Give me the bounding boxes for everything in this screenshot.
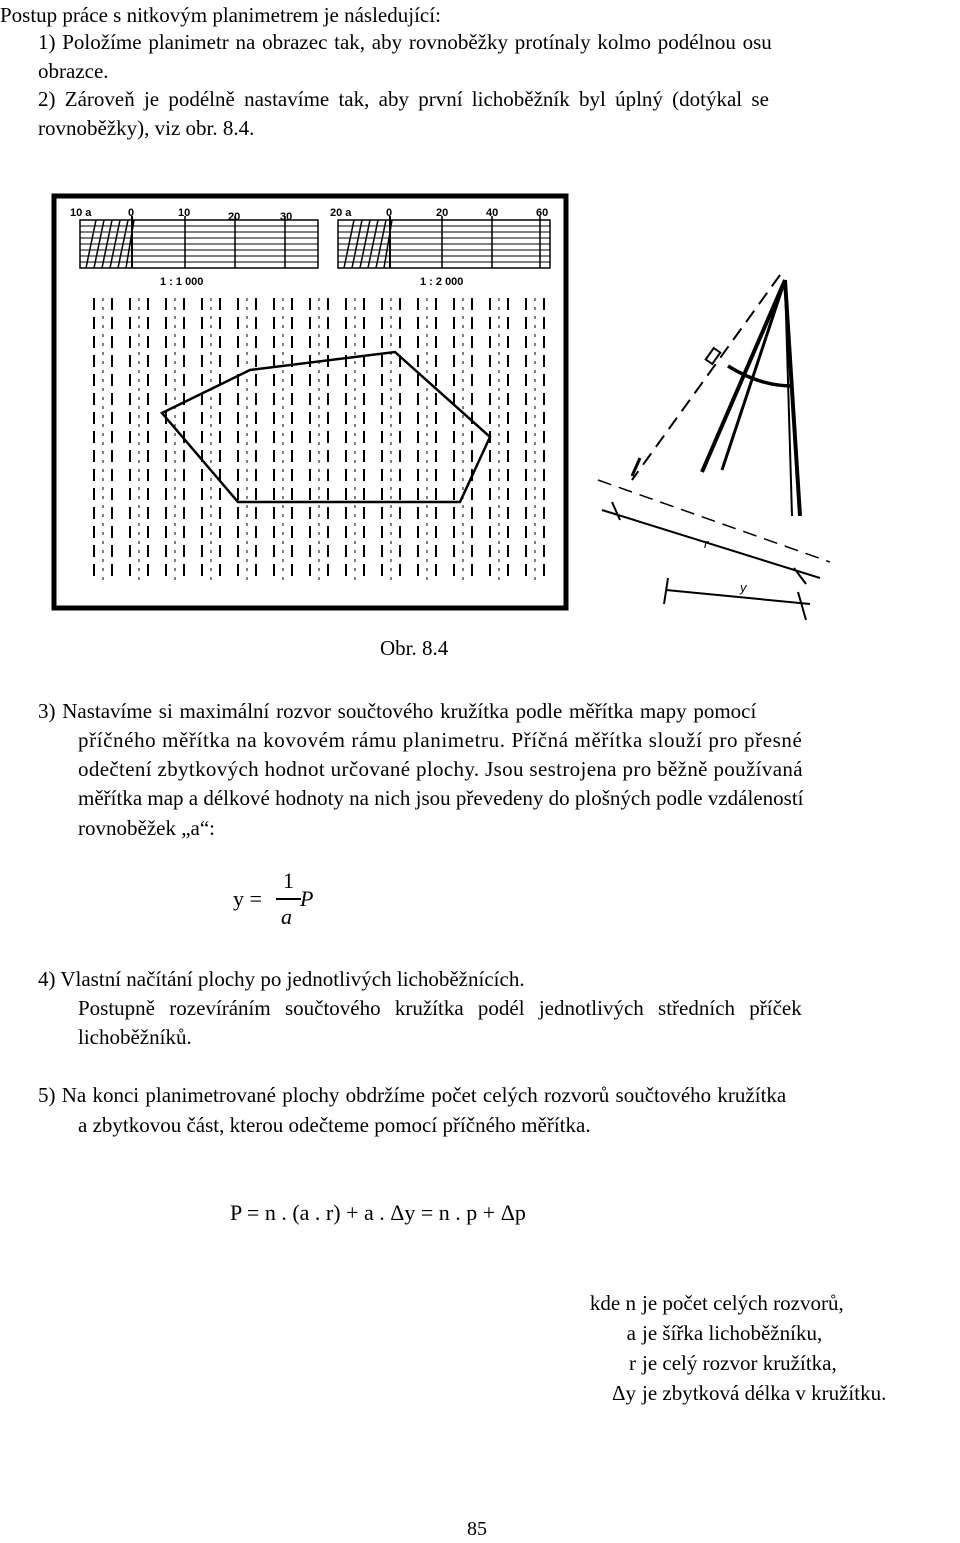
formula-y-rhs: P bbox=[300, 886, 314, 911]
scale2-label-40: 40 bbox=[486, 207, 499, 219]
intro-line: Postup práce s nitkovým planimetrem je následující: bbox=[0, 3, 441, 27]
scale1-label-10a: 10 a bbox=[70, 207, 92, 219]
parallel-dotted-lines bbox=[103, 298, 535, 582]
definitions-list bbox=[570, 1288, 886, 1408]
step4-line3: lichoběžníků. bbox=[78, 1025, 192, 1049]
definition-symbol: Δy bbox=[611, 1381, 636, 1405]
definition-symbol: r bbox=[629, 1351, 636, 1375]
scale1-label-20: 20 bbox=[228, 211, 241, 223]
step5-line1: 5) Na konci planimetrované plochy obdržíme počet celých rozvorů součtového kružítka bbox=[38, 1083, 787, 1107]
fraction-bar bbox=[276, 898, 301, 900]
definition-row bbox=[570, 1378, 886, 1408]
step1-line1: 1) Položíme planimetr na obrazec tak, aby rovnoběžky protínaly kolmo podélnou osu bbox=[38, 30, 772, 54]
scale2-label-60: 60 bbox=[536, 207, 549, 219]
transverse-scale-1:2000 bbox=[338, 216, 550, 268]
definition-text: je šířka lichoběžníku, bbox=[642, 1321, 823, 1345]
definition-row bbox=[570, 1288, 886, 1318]
step3-line2: příčného měřítka na kovovém rámu planimetru. Příčná měřítka slouží pro přesné bbox=[78, 728, 803, 752]
formula-y-numerator: 1 bbox=[283, 868, 294, 893]
step3-line3: odečtení zbytkových hodnot určované plochy. Jsou sestrojena pro běžně používaná bbox=[78, 757, 803, 781]
definition-row bbox=[570, 1318, 886, 1348]
formula-y-denominator: a bbox=[281, 904, 292, 929]
step2-line1: 2) Zároveň je podélně nastavíme tak, aby první lichoběžník byl úplný (dotýkal se bbox=[38, 87, 769, 111]
label-y: y bbox=[740, 580, 747, 595]
step4-line1: 4) Vlastní načítání plochy po jednotlivých lichoběžnících. bbox=[38, 967, 525, 991]
step2-line2: rovnoběžky), viz obr. 8.4. bbox=[38, 116, 255, 140]
step4-line2: Postupně rozevíráním součtového kružítka podél jednotlivých středních příček bbox=[78, 996, 802, 1020]
transverse-scale-1:1000 bbox=[80, 216, 318, 268]
step3-line5: rovnoběžek „a“: bbox=[78, 816, 216, 840]
planimeter-drawing bbox=[50, 180, 830, 630]
summing-compass bbox=[598, 275, 830, 620]
scale1-label-30: 30 bbox=[280, 211, 293, 223]
step5-line2: a zbytkovou část, kterou odečteme pomocí příčného měřítka. bbox=[78, 1113, 591, 1137]
scale1-name: 1 : 1 000 bbox=[160, 276, 204, 288]
definition-text: je počet celých rozvorů, bbox=[642, 1291, 844, 1315]
definition-symbol: a bbox=[626, 1321, 636, 1345]
step1-line2: obrazce. bbox=[38, 59, 109, 83]
formula-y bbox=[233, 868, 353, 938]
scale1-label-0: 0 bbox=[128, 207, 135, 219]
page-number: 85 bbox=[467, 1518, 487, 1540]
label-r: r bbox=[704, 536, 709, 551]
parallel-lines bbox=[94, 298, 544, 582]
scale2-name: 1 : 2 000 bbox=[420, 276, 464, 288]
figure-planimeter bbox=[50, 180, 830, 630]
formula-area: P = n . (a . r) + a . Δy = n . p + Δp bbox=[230, 1200, 526, 1225]
definition-text: je zbytková délka v kružítku. bbox=[642, 1381, 887, 1405]
scale2-label-20a: 20 a bbox=[330, 207, 352, 219]
formula-y-lhs: y = bbox=[233, 886, 262, 911]
figure-caption: Obr. 8.4 bbox=[380, 636, 449, 660]
definition-row bbox=[570, 1348, 886, 1378]
scale2-label-20: 20 bbox=[436, 207, 449, 219]
step3-line4: měřítka map a délkové hodnoty na nich jsou převedeny do plošných podle vzdáleností bbox=[78, 786, 804, 810]
definition-text: je celý rozvor kružítka, bbox=[642, 1351, 837, 1375]
scale1-label-10: 10 bbox=[178, 207, 191, 219]
step3-line1: 3) Nastavíme si maximální rozvor součtového kružítka podle měřítka mapy pomocí bbox=[38, 699, 757, 723]
scale2-label-0: 0 bbox=[386, 207, 393, 219]
definition-symbol: kde n bbox=[589, 1291, 636, 1315]
